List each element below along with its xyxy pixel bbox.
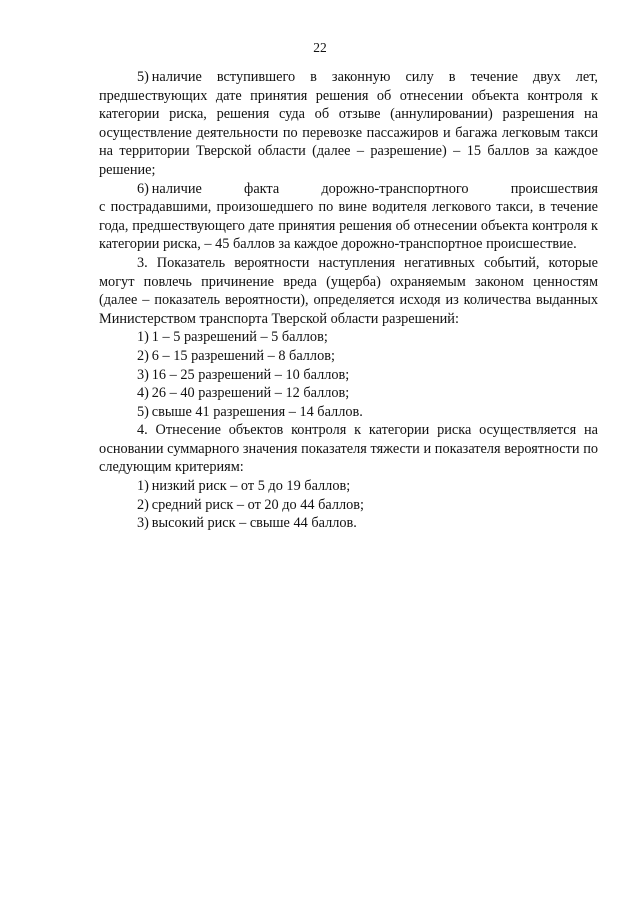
- paragraph-section-3-probability: 3. Показатель вероятности наступления негативных событий, которые могут повлечь причинение вреда (ущерба) охраняемым законом ценностям (далее – показатель вероятности), определяется исходя из количества выданных Министерством транспорта Тверской области разрешений:: [99, 254, 598, 327]
- list-item-probability-4: 4) 26 – 40 разрешений – 12 баллов;: [137, 385, 350, 402]
- list-item-probability-1: 1) 1 – 5 разрешений – 5 баллов;: [137, 329, 328, 346]
- list-item-risk-medium: 2) средний риск – от 20 до 44 баллов;: [137, 496, 365, 513]
- list-item-probability-3: 3) 16 – 25 разрешений – 10 баллов;: [137, 366, 350, 383]
- paragraph-item-6-continuation: с пострадавшими, произошедшего по вине водителя легкового такси, в течение года, предшествующего дате принятия решения об отнесении объекта контроля к категории риска, – 45 баллов за каждое дорожно-транспортное происшествие.: [99, 199, 598, 253]
- list-item-risk-high: 3) высокий риск – свыше 44 баллов.: [137, 515, 357, 532]
- paragraph-item-6-accident: 6) наличие факта дорожно-транспортного происшествия: [137, 180, 598, 197]
- document-body: [99, 68, 598, 533]
- list-item-risk-low: 1) низкий риск – от 5 до 19 баллов;: [137, 478, 351, 495]
- list-item-probability-5: 5) свыше 41 разрешения – 14 баллов.: [137, 403, 363, 420]
- list-item-probability-2: 2) 6 – 15 разрешений – 8 баллов;: [137, 347, 335, 364]
- paragraph-item-5-court-decision: 5) наличие вступившего в законную силу в течение двух лет, предшествующих дате принятия решения об отнесении объекта контроля к категории риска, решения суда об отзыве (аннулировании) разрешения на осуществление деятельности по перевозке пассажиров и багажа легковым такси на территории Тверской области (далее – разрешение) – 15 баллов за каждое решение;: [99, 69, 598, 178]
- page-number: 22: [313, 40, 327, 55]
- paragraph-section-4-risk-category: 4. Отнесение объектов контроля к категории риска осуществляется на основании суммарного значения показателя тяжести и показателя вероятности по следующим критериям:: [99, 422, 598, 476]
